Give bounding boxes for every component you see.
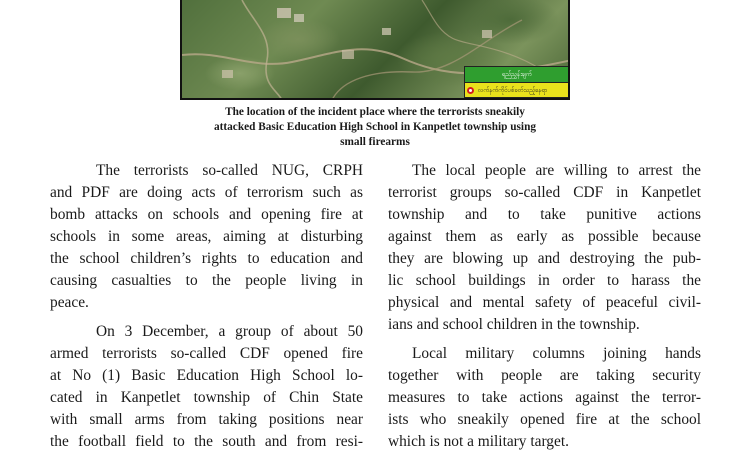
text-line: at No (1) Basic Education High School lo- — [50, 367, 363, 384]
map-legend — [464, 66, 570, 98]
paragraph — [50, 321, 363, 453]
text-line: On 3 December, a group of about 50 — [96, 323, 363, 340]
text-line: cated in Kanpetlet township of Chin State — [50, 389, 363, 406]
paragraph — [388, 343, 701, 453]
left-column — [50, 160, 363, 460]
text-line: terrorist groups so-called CDF in Kanpetlet — [388, 184, 701, 201]
text-line: ians and school children in the township. — [388, 316, 640, 333]
text-line: schools in some areas, aiming at disturbing — [50, 228, 363, 245]
text-line: the school children’s rights to education and — [50, 250, 363, 267]
legend-item — [465, 83, 569, 98]
paragraph — [50, 160, 363, 314]
text-line: measures to take actions against the terror- — [388, 389, 701, 406]
legend-item-label: လက်နက်ကိုင်ပစ်ခတ်သည့်နေရာ — [478, 87, 548, 94]
text-line: physical and mental safety of peaceful civil- — [388, 294, 701, 311]
text-line: The local people are willing to arrest the — [412, 162, 701, 179]
text-line: the football field to the south and from resi- — [50, 433, 363, 450]
text-line: which is not a military target. — [388, 433, 569, 450]
text-line: lic school buildings in order to harass the — [388, 272, 701, 289]
text-line: they are blowing up and destroying the pub- — [388, 250, 701, 267]
right-column — [388, 160, 701, 460]
caption-line: small firearms — [340, 136, 410, 148]
text-line: and PDF are doing acts of terrorism such as — [50, 184, 363, 201]
text-line: peace. — [50, 294, 89, 311]
text-line: with small arms from taking positions near — [50, 411, 363, 428]
incident-location-map — [180, 0, 570, 100]
text-line: against them as early as possible because — [388, 228, 701, 245]
text-line: bomb attacks on schools and opening fire at — [50, 206, 363, 223]
paragraph — [388, 160, 701, 336]
text-line: township and to take punitive actions — [388, 206, 701, 223]
text-line: The terrorists so-called NUG, CRPH — [96, 162, 363, 179]
text-line: armed terrorists so-called CDF opened fire — [50, 345, 363, 362]
caption-line: The location of the incident place where the terrorists sneakily — [225, 106, 525, 118]
legend-title: ရည်ညွှန်းချက် — [465, 67, 569, 83]
incident-marker-icon — [467, 87, 474, 94]
text-line: causing casualties to the people living in — [50, 272, 363, 289]
caption-line: attacked Basic Education High School in Kanpetlet township using — [213, 121, 537, 133]
text-line: together with people are taking security — [388, 367, 701, 384]
text-line: Local military columns joining hands — [412, 345, 701, 362]
figure-caption — [150, 105, 600, 150]
text-line: ists who sneakily opened fire at the school — [388, 411, 701, 428]
